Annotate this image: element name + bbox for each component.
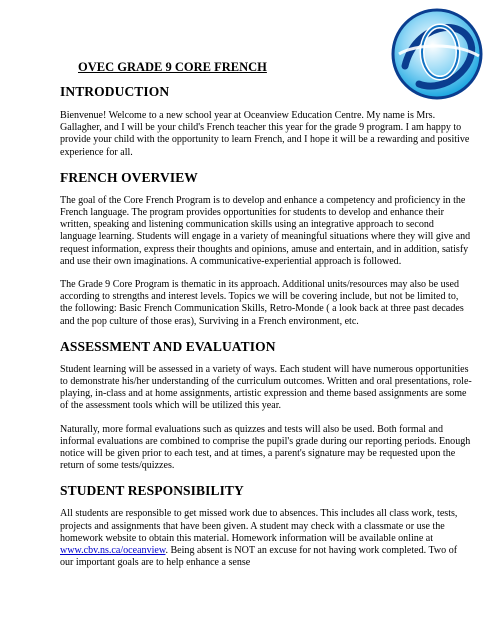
student-responsibility-paragraph [60,508,472,569]
responsibility-text-end: . Being absent is NOT an excuse for not having work completed. Two of our important goals are to help enhance a sense [60,545,458,569]
section-heading-assessment: ASSESSMENT AND EVALUATION [60,338,276,354]
section-heading-student-responsibility: STUDENT RESPONSIBILITY [60,483,244,499]
french-overview-paragraph-1: The goal of the Core French Program is to develop and enhance a competency and proficiency in the French language. The program provides opportunities for students to develop and enhance their written, speaking and listening communication skills using an integrative approach to second language learning. Students will engage in a variety of meaningful situations where they will give and request information, express their thoughts and opinions, amuse and entertain, and in addition, satisfy and use their own imaginations. A communicative-experiential approach is followed. [60,194,471,267]
responsibility-text-start: All students are responsible to get missed work due to absences. This includes all class work, tests, projects and assignments that have been given. A student may check with a classmate or use the homework website to obtain this material. Homework information will be available online at [60,508,458,544]
homework-website-link[interactable]: www.cbv.ns.ca/oceanview [60,545,166,557]
introduction-paragraph: Bienvenue! Welcome to a new school year at Oceanview Education Centre. My name is Mrs. Gallagher, and I will be your child's French teacher this year for the grade 9 program. I am happy to provide your child with the opportunity to learn French, and I hope it will be a rewarding and positive experience for all. [60,110,470,158]
document-title: OVEC GRADE 9 CORE FRENCH [78,60,267,74]
section-heading-introduction: INTRODUCTION [60,84,170,99]
document-body [60,84,472,569]
assessment-paragraph-2: Naturally, more formal evaluations such as quizzes and tests will also be used. Both formal and informal evaluations are combined to comprise the pupil's grade during our reporting periods. Enough notice will be given prior to each test, and at times, a parent's signature may be requested upon the return of some tests/quizzes. [60,423,471,472]
assessment-paragraph-1: Student learning will be assessed in a variety of ways. Each student will have numerous opportunities to demonstrate his/her understanding of the curriculum outcomes. Written and oral presentations, role-playing, in-class and at home assignments, artistic expression and theme based assignments are some of the assessment tools which will be utilized this year. [60,363,472,412]
section-heading-french-overview: FRENCH OVERVIEW [60,169,198,185]
french-overview-paragraph-2: The Grade 9 Core Program is thematic in its approach. Additional units/resources may also be used according to strengths and interest levels. Topics we will be covering include, but not be limited to, the following: Basic French Communication Skills, Retro-Monde ( a look back at three past decades and the pop culture of those eras), Surviving in a French environment, etc. [60,279,464,327]
